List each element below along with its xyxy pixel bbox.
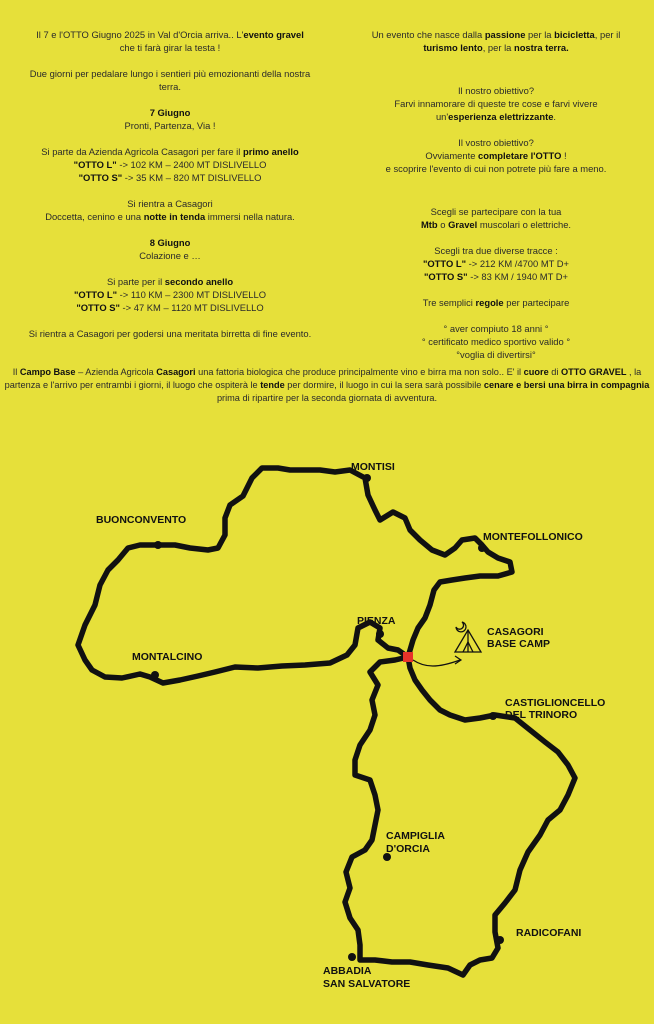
town-san-salvatore: SAN SALVATORE xyxy=(323,978,411,990)
day2-block: 8 Giugno Colazione e … xyxy=(139,237,201,261)
town-radicofani: RADICOFANI xyxy=(516,927,582,939)
day2-title: 8 Giugno xyxy=(149,237,191,248)
intro-paragraph-2: Due giorni per pedalare lungo i sentieri più emozionanti della nostra terra. xyxy=(29,68,311,92)
campo-base-paragraph: Il Campo Base – Azienda Agricola Casagori una fattoria biologica che produce principalmente vino e birra ma non solo.. E' il cuore di OTTO GRAVEL , la partenza e l'arrivo per entrambi i giorni, il luogo che ospiterà le tende per dormire, il luogo in cui la sera sarà possibile cenare e bersi una birra in compagnia prima di ripartire per la seconda giornata di avventura. xyxy=(4,367,650,403)
left-column xyxy=(20,28,320,353)
town-del-trinoro: DEL TRINORO xyxy=(505,709,578,721)
route-map xyxy=(0,440,654,1024)
rules-title: Tre semplici regole per partecipare xyxy=(422,297,570,308)
day1-tracks: Si parte da Azienda Agricola Casagori per fare il primo anello "OTTO L" -> 102 KM – 2400 MT DISLIVELLO "OTTO S" -> 35 KM – 820 MT DISLIVELLO xyxy=(41,146,299,183)
town-montefollonico: MONTEFOLLONICO xyxy=(483,531,583,543)
your-goal-block: Il vostro obiettivo? Ovviamente completare l'OTTO ! e scoprire l'evento di cui non potrete più fare a meno. xyxy=(385,137,607,174)
camp-label-2: BASE CAMP xyxy=(487,638,551,650)
day2-end: Si rientra a Casagori per godersi una meritata birretta di fine evento. xyxy=(28,328,312,339)
town-dorcia: D'ORCIA xyxy=(386,843,430,855)
town-pienza: PIENZA xyxy=(357,615,396,627)
rules-list: ° aver compiuto 18 anni ° ° certificato medico sportivo valido ° °voglia di divertirsi° xyxy=(421,323,571,360)
intro-paragraph: Il 7 e l'OTTO Giugno 2025 in Val d'Orcia arriva.. L'evento gravel che ti farà girar la testa ! xyxy=(36,29,304,53)
camp-arrow xyxy=(413,660,460,666)
town-montisi: MONTISI xyxy=(351,461,395,473)
tent-icon xyxy=(455,622,481,652)
town-campiglia: CAMPIGLIA xyxy=(386,830,445,842)
town-buonconvento: BUONCONVENTO xyxy=(96,514,187,526)
choose-block: Scegli se partecipare con la tua Mtb o Gravel muscolari o elettriche. xyxy=(420,206,572,230)
right-column xyxy=(346,28,646,374)
camp-marker xyxy=(403,652,413,662)
day1-block: 7 Giugno Pronti, Partenza, Via ! xyxy=(124,107,216,131)
town-abbadia: ABBADIA xyxy=(323,965,372,977)
town-castiglioncello: CASTIGLIONCELLO xyxy=(505,697,606,709)
camp-label-1: CASAGORI xyxy=(487,626,544,638)
day1-title: 7 Giugno xyxy=(149,107,191,118)
right-intro: Un evento che nasce dalla passione per la bicicletta, per il turismo lento, per la nostra terra. xyxy=(371,29,621,53)
day2-tracks: Si parte per il secondo anello "OTTO L" -> 110 KM – 2300 MT DISLIVELLO "OTTO S" -> 47 KM – 1120 MT DISLIVELLO xyxy=(73,276,267,313)
goal-block: Il nostro obiettivo? Farvi innamorare di queste tre cose e farvi vivere un'esperienza elettrizzante. xyxy=(394,85,598,122)
tracks-block: Scegli tra due diverse tracce : "OTTO L" -> 212 KM /4700 MT D+ "OTTO S" -> 83 KM / 1940 MT D+ xyxy=(422,245,570,282)
town-montalcino: MONTALCINO xyxy=(132,651,203,663)
day1-return: Si rientra a Casagori Doccetta, cenino e una notte in tenda immersi nella natura. xyxy=(45,198,295,222)
